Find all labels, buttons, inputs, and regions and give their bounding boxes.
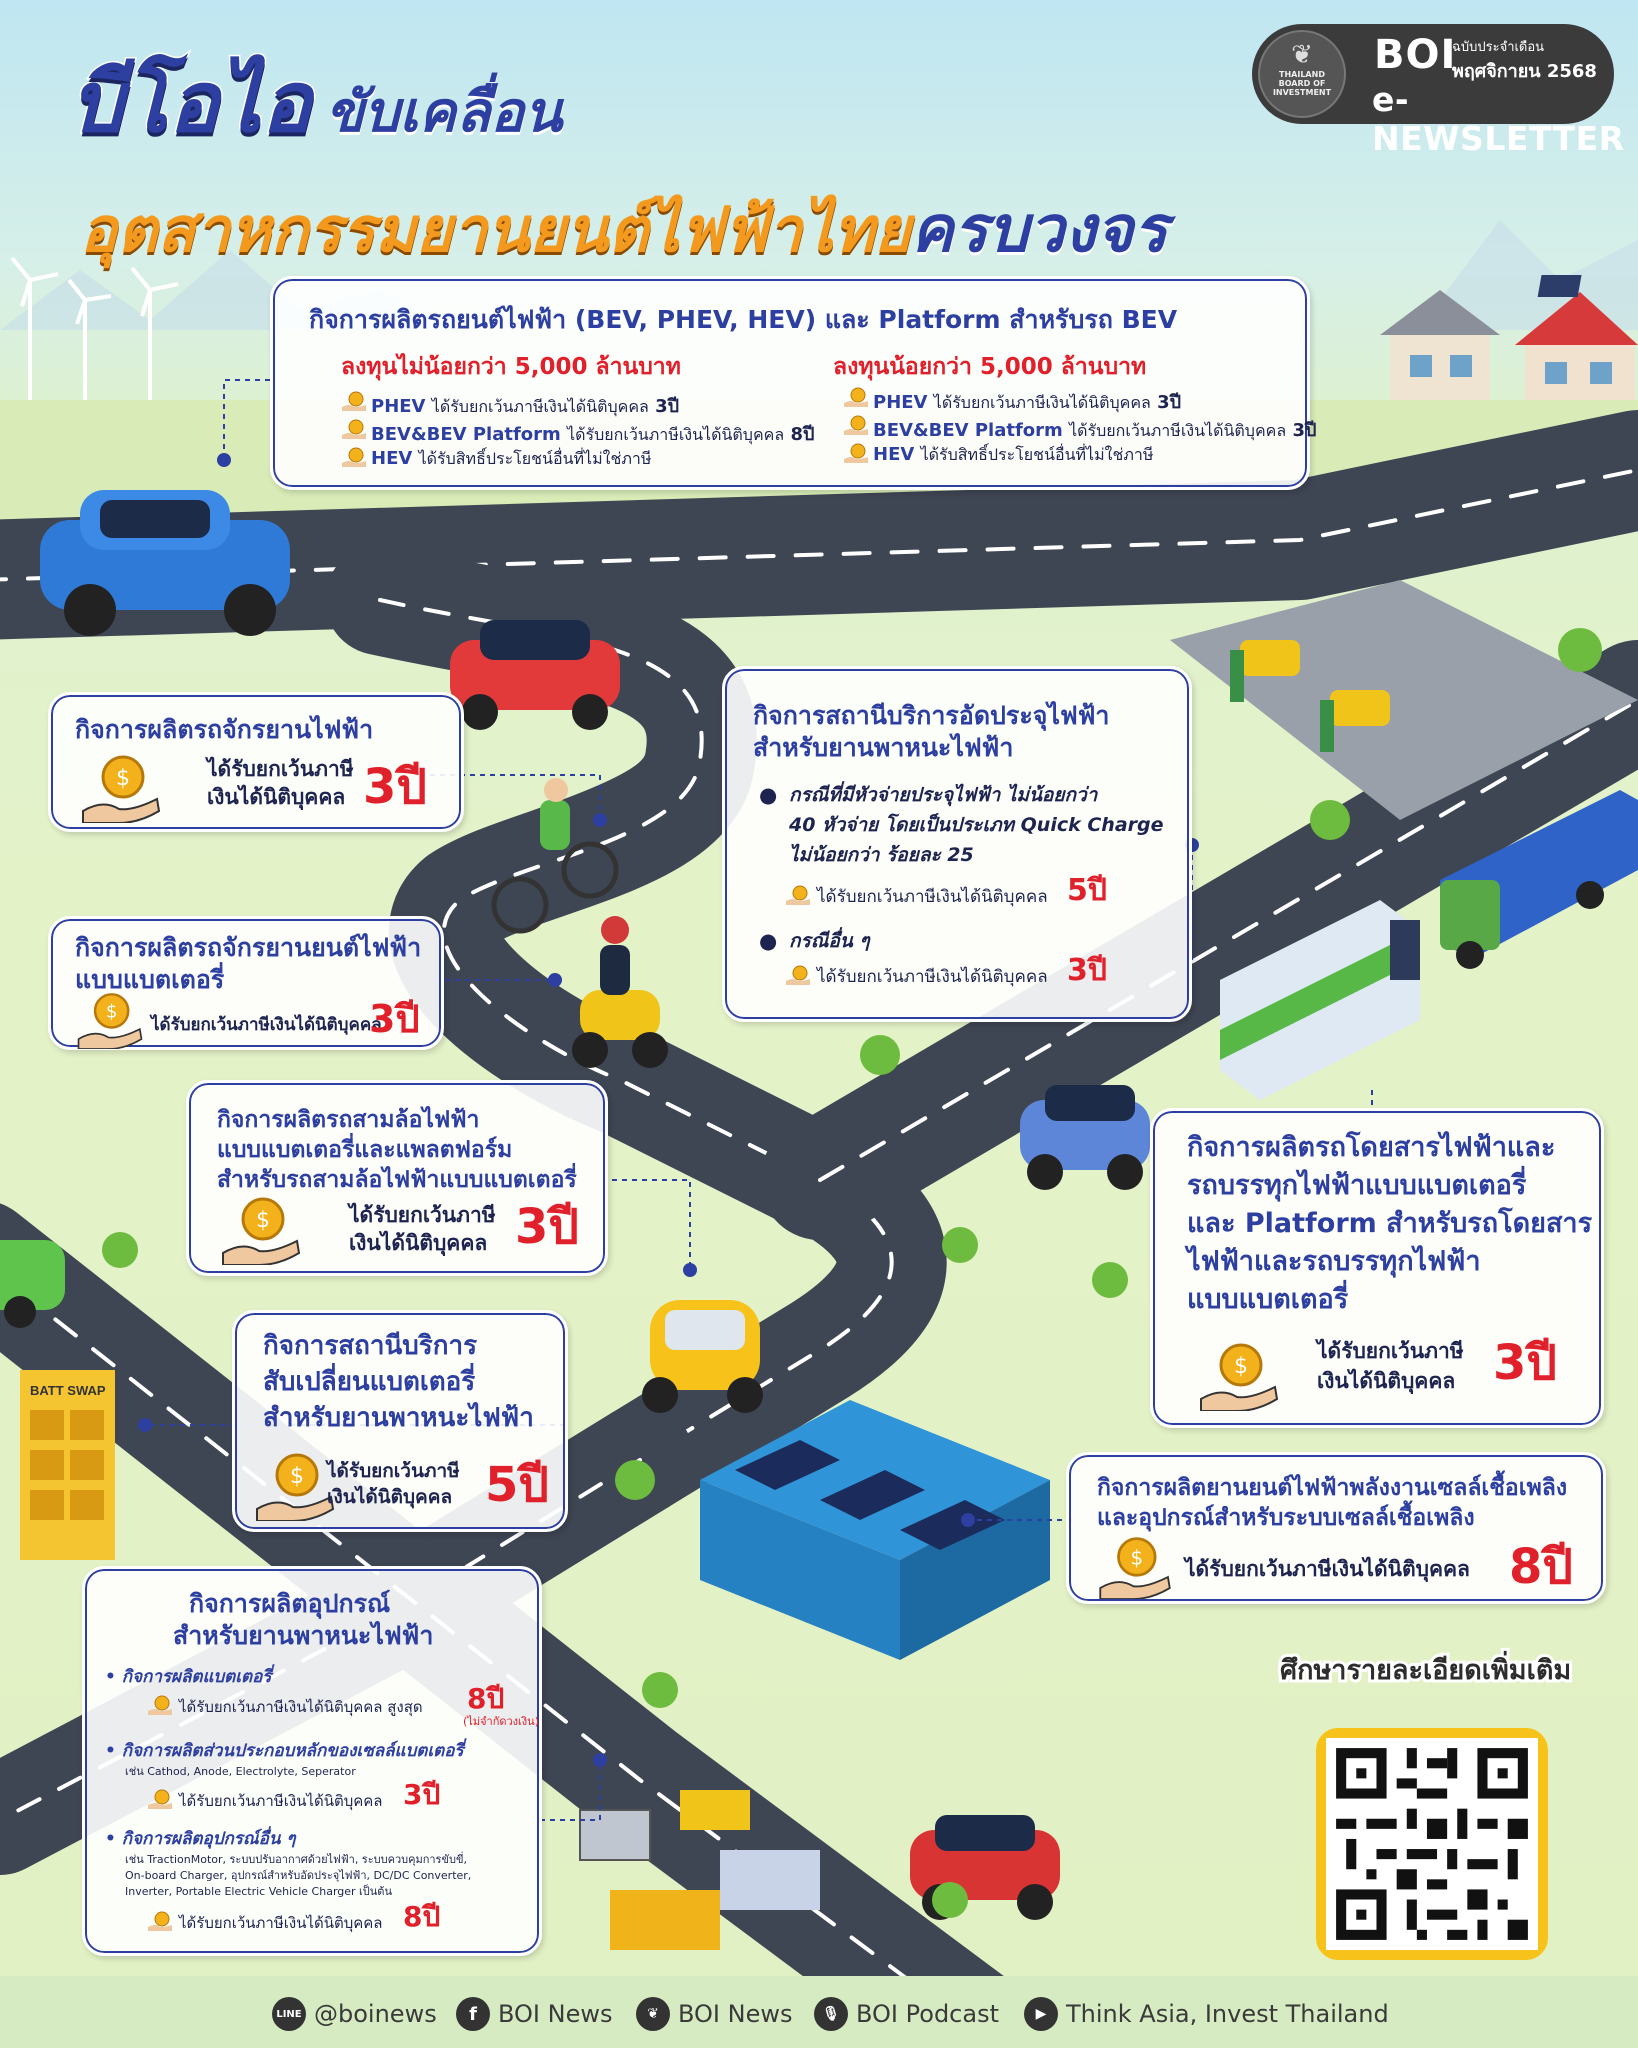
- card-fuelcell-title1: กิจการผลิตยานยนต์ไฟฟ้าพลังงานเซลล์เชื้อเพลิง: [1097, 1475, 1568, 1501]
- main-title: [70, 34, 562, 168]
- card-charging-title2: สำหรับยานพาหนะไฟฟ้า: [753, 733, 1014, 762]
- left-bev-text: ได้รับยกเว้นภาษีเงินได้นิติบุคคล: [567, 425, 785, 444]
- card-parts-b2-text: กิจการผลิตส่วนประกอบหลักของเซลล์แบตเตอรี่: [121, 1741, 464, 1761]
- card-charging-bullet2: ●: [759, 929, 778, 953]
- card-parts-b1-note: (ไม่จำกัดวงเงิน): [463, 1715, 539, 1728]
- right-hev-text: ได้รับสิทธิ์ประโยชน์อื่นที่ไม่ใช่ภาษี: [920, 445, 1154, 464]
- right-phev-name: PHEV: [873, 392, 928, 413]
- boi-logo: [1258, 30, 1346, 118]
- card-parts-b3-benefit: ได้รับยกเว้นภาษีเงินได้นิติบุคคล: [179, 1914, 383, 1932]
- right-phev-text: ได้รับยกเว้นภาษีเงินได้นิติบุคคล: [933, 393, 1151, 412]
- card-parts-b1: • กิจการผลิตแบตเตอรี่: [105, 1667, 272, 1687]
- card-battery-swap-title2: สับเปลี่ยนแบตเตอรี่: [263, 1367, 476, 1397]
- coin-hand-icon: [785, 965, 811, 987]
- left-bev-name: BEV&BEV Platform: [371, 424, 561, 445]
- footer: [0, 1976, 1638, 2048]
- left-phev-name: PHEV: [371, 396, 426, 417]
- card-bus-title3: และ Platform สำหรับรถโดยสาร: [1187, 1208, 1593, 1239]
- hand-coin-icon: [1199, 1341, 1279, 1411]
- card-e-bicycle-years: 3ปี: [363, 759, 427, 815]
- card-charging-case2: กรณีอื่น ๆ: [789, 930, 870, 952]
- footer-news-text: BOI News: [678, 2000, 793, 2028]
- more-info-label: ศึกษารายละเอียดเพิ่มเติม: [1280, 1655, 1572, 1686]
- right-investment-head: ลงทุนน้อยกว่า 5,000 ล้านบาท: [833, 354, 1147, 380]
- line-icon: LINE: [272, 1997, 306, 2031]
- hand-coin-icon: [221, 1195, 301, 1265]
- card-parts-b1-benefit: ได้รับยกเว้นภาษีเงินได้นิติบุคคล สูงสุด: [179, 1698, 423, 1716]
- red-car-bottom: [910, 1815, 1060, 1920]
- card-charging-title1: กิจการสถานีบริการอัดประจุไฟฟ้า: [753, 701, 1110, 730]
- logo-org-line2: BOARD OF: [1278, 79, 1326, 88]
- subtitle-complete: ครบวงจร: [910, 193, 1168, 267]
- left-bev: [371, 419, 814, 448]
- card-parts-b3-ex3: Inverter, Portable Electric Vehicle Charger เป็นต้น: [125, 1885, 392, 1898]
- subtitle-industry: อุตสาหกรรมยานยนต์ไฟฟ้าไทย: [80, 193, 911, 266]
- left-phev: [371, 391, 679, 420]
- battery-swap-kiosk: [20, 1370, 115, 1560]
- svg-text:$: $: [1130, 1545, 1144, 1570]
- blue-car-right: [1020, 1085, 1150, 1190]
- card-e-bicycle: [48, 692, 464, 832]
- card-e-bicycle-title: กิจการผลิตรถจักรยานไฟฟ้า: [75, 715, 374, 744]
- card-ev-parts: [82, 1566, 542, 1956]
- card-bus-years: 3ปี: [1493, 1335, 1557, 1391]
- logo-org-line3: INVESTMENT: [1272, 88, 1332, 97]
- card-parts-title1: กิจการผลิตอุปกรณ์: [189, 1589, 391, 1618]
- card-parts-b3: • กิจการผลิตอุปกรณ์อื่น ๆ: [105, 1829, 296, 1849]
- card-e-bicycle-line1: ได้รับยกเว้นภาษี: [207, 757, 354, 781]
- hand-coin-icon: [1097, 1535, 1173, 1599]
- footer-podcast-text: BOI Podcast: [856, 2000, 999, 2028]
- enewsletter-label: e-NEWSLETTER: [1372, 80, 1625, 158]
- hand-coin-icon: [75, 991, 145, 1049]
- card-battery-swap-line1: ได้รับยกเว้นภาษี: [327, 1460, 460, 1482]
- card-parts-b2-example: เช่น Cathod, Anode, Electrolyte, Seperator: [125, 1765, 356, 1778]
- card-ev-car: [270, 276, 1317, 490]
- card-e-tuktuk-title2: แบบแบตเตอรี่และแพลตฟอร์ม: [217, 1137, 513, 1163]
- coin-hand-icon: [147, 1789, 173, 1811]
- batt-swap-label: BATT SWAP: [30, 1383, 106, 1398]
- svg-text:$: $: [290, 1464, 304, 1489]
- card-parts-b3-ex2: On-board Charger, อุปกรณ์สำหรับอัดประจุไฟฟ้า, DC/DC Converter,: [125, 1869, 472, 1882]
- card-charging-case1-l1: กรณีที่มีหัวจ่ายประจุไฟฟ้า ไม่น้อยกว่า: [789, 784, 1098, 806]
- card-fuelcell-years: 8ปี: [1509, 1539, 1573, 1595]
- card-e-tuktuk-title3: สำหรับรถสามล้อไฟฟ้าแบบแบตเตอรี่: [217, 1167, 577, 1193]
- right-phev: [873, 387, 1181, 416]
- facebook-icon: f: [456, 1997, 490, 2031]
- footer-facebook[interactable]: [456, 1996, 613, 2032]
- card-battery-swap-line2: เงินได้นิติบุคคล: [327, 1486, 453, 1508]
- qr-code[interactable]: [1316, 1728, 1548, 1960]
- left-bev-years: 8ปี: [790, 424, 815, 445]
- card-bus-title5: แบบแบตเตอรี่: [1187, 1284, 1349, 1315]
- right-hev-name: HEV: [873, 444, 915, 465]
- card-charging-bullet1: ●: [759, 783, 778, 807]
- boi-enewsletter-badge: [1252, 24, 1625, 158]
- card-fuelcell-title2: และอุปกรณ์สำหรับระบบเซลล์เชื้อเพลิง: [1097, 1505, 1475, 1531]
- card-e-tuktuk-line2: เงินได้นิติบุคคล: [349, 1231, 488, 1255]
- coin-hand-icon: [341, 419, 367, 441]
- card-battery-swap: [232, 1310, 568, 1532]
- coin-hand-icon: [843, 387, 869, 409]
- footer-line-text: @boinews: [314, 2000, 437, 2028]
- card-charging-case1-years: 5ปี: [1067, 873, 1107, 908]
- card-fuel-cell: [1066, 1452, 1606, 1604]
- card-bus-title1: กิจการผลิตรถโดยสารไฟฟ้าและ: [1187, 1132, 1556, 1163]
- footer-line[interactable]: [272, 1996, 437, 2032]
- podcast-icon: 🎙: [814, 1997, 848, 2031]
- card-bus-line2: เงินได้นิติบุคคล: [1317, 1369, 1456, 1393]
- card-e-tuktuk-years: 3ปี: [515, 1199, 579, 1255]
- footer-boi-news[interactable]: [636, 1996, 793, 2032]
- left-hev-text: ได้รับสิทธิ์ประโยชน์อื่นที่ไม่ใช่ภาษี: [418, 449, 652, 468]
- card-e-bus-truck: [1150, 1108, 1604, 1428]
- card-e-tuktuk-line1: ได้รับยกเว้นภาษี: [349, 1203, 496, 1227]
- card-charging-case1-benefit: ได้รับยกเว้นภาษีเงินได้นิติบุคคล: [817, 887, 1048, 907]
- svg-text:$: $: [105, 1001, 118, 1023]
- coin-hand-icon: [147, 1911, 173, 1933]
- card-ev-car-title: กิจการผลิตรถยนต์ไฟฟ้า (BEV, PHEV, HEV) และ Platform สำหรับรถ BEV: [309, 305, 1178, 334]
- card-parts-b2-years: 3ปี: [403, 1778, 441, 1811]
- title-boi: บีโอไอ: [70, 53, 312, 151]
- card-e-motorcycle-title1: กิจการผลิตรถจักรยานยนต์ไฟฟ้า: [75, 933, 422, 962]
- card-charging-case2-years: 3ปี: [1067, 953, 1107, 988]
- hand-coin-icon: [255, 1451, 335, 1521]
- card-e-motorcycle: [48, 916, 444, 1050]
- boi-emblem-icon: ❦: [1291, 40, 1313, 70]
- right-hev: [873, 443, 1153, 468]
- card-charging-case2-benefit: ได้รับยกเว้นภาษีเงินได้นิติบุคคล: [817, 967, 1048, 987]
- issue-label: ฉบับประจำเดือน: [1452, 40, 1545, 55]
- left-phev-text: ได้รับยกเว้นภาษีเงินได้นิติบุคคล: [431, 397, 649, 416]
- coin-hand-icon: [785, 885, 811, 907]
- title-drive: ขับเคลื่อน: [325, 80, 563, 145]
- card-parts-b3-text: กิจการผลิตอุปกรณ์อื่น ๆ: [121, 1829, 296, 1849]
- card-charging-case1-l3: ไม่น้อยกว่า ร้อยละ 25: [789, 844, 974, 866]
- footer-youtube[interactable]: [1024, 1996, 1389, 2032]
- left-investment-head: ลงทุนไม่น้อยกว่า 5,000 ล้านบาท: [341, 354, 681, 380]
- youtube-icon: ▶: [1024, 1997, 1058, 2031]
- card-battery-swap-title3: สำหรับยานพาหนะไฟฟ้า: [263, 1403, 534, 1433]
- left-hev: [371, 447, 651, 472]
- card-battery-swap-title1: กิจการสถานีบริการ: [263, 1331, 478, 1361]
- coin-hand-icon: [843, 443, 869, 465]
- card-bus-title2: รถบรรทุกไฟฟ้าแบบแบตเตอรี่: [1187, 1170, 1527, 1201]
- svg-text:$: $: [1234, 1354, 1248, 1379]
- svg-text:$: $: [116, 766, 130, 791]
- card-parts-title2: สำหรับยานพาหนะไฟฟ้า: [173, 1621, 434, 1650]
- card-parts-b2: • กิจการผลิตส่วนประกอบหลักของเซลล์แบตเตอรี่: [105, 1741, 464, 1761]
- card-e-bicycle-line2: เงินได้นิติบุคคล: [207, 785, 346, 809]
- card-e-tuktuk: [186, 1080, 608, 1276]
- logo-org-line1: THAILAND: [1279, 70, 1325, 79]
- left-hev-name: HEV: [371, 448, 413, 469]
- card-e-motorcycle-line: ได้รับยกเว้นภาษีเงินได้นิติบุคคล: [151, 1015, 382, 1035]
- subtitle: [80, 178, 1168, 280]
- svg-text:$: $: [256, 1208, 270, 1233]
- card-parts-b3-ex1: เช่น TractionMotor, ระบบปรับอากาศด้วยไฟฟ้า, ระบบควบคุมการขับขี่,: [125, 1853, 467, 1866]
- card-battery-swap-years: 5ปี: [485, 1457, 549, 1513]
- card-bus-title4: ไฟฟ้าและรถบรรทุกไฟฟ้า: [1187, 1246, 1481, 1277]
- right-bev-years: 3ปี: [1292, 420, 1317, 441]
- right-bev-name: BEV&BEV Platform: [873, 420, 1063, 441]
- issue-date: พฤศจิกายน 2568: [1452, 61, 1597, 82]
- footer-youtube-text: Think Asia, Invest Thailand: [1066, 2000, 1389, 2028]
- logo-boi: BOI: [1374, 32, 1457, 78]
- card-parts-b2-benefit: ได้รับยกเว้นภาษีเงินได้นิติบุคคล: [179, 1792, 383, 1810]
- left-phev-years: 3ปี: [655, 396, 680, 417]
- card-parts-b3-years: 8ปี: [403, 1900, 441, 1933]
- card-fuelcell-line: ได้รับยกเว้นภาษีเงินได้นิติบุคคล: [1185, 1557, 1470, 1581]
- right-phev-years: 3ปี: [1157, 392, 1182, 413]
- coin-hand-icon: [341, 391, 367, 413]
- card-e-tuktuk-title1: กิจการผลิตรถสามล้อไฟฟ้า: [217, 1107, 480, 1133]
- boi-logo-icon: ❦: [636, 1997, 670, 2031]
- coin-hand-icon: [843, 415, 869, 437]
- coin-hand-icon: [341, 447, 367, 469]
- footer-podcast[interactable]: [814, 1996, 999, 2032]
- footer-facebook-text: BOI News: [498, 2000, 613, 2028]
- card-bus-line1: ได้รับยกเว้นภาษี: [1317, 1339, 1464, 1363]
- card-e-motorcycle-title2: แบบแบตเตอรี่: [75, 965, 225, 994]
- card-parts-b1-text: กิจการผลิตแบตเตอรี่: [121, 1667, 272, 1687]
- card-e-motorcycle-years: 3ปี: [369, 997, 420, 1041]
- card-charging-case1-l2: 40 หัวจ่าย โดยเป็นประเภท Quick Charge: [789, 814, 1164, 836]
- hand-coin-icon: [81, 753, 161, 823]
- qr-code-icon: [1326, 1738, 1538, 1950]
- right-bev: [873, 415, 1316, 444]
- coin-hand-icon: [147, 1695, 173, 1717]
- right-bev-text: ได้รับยกเว้นภาษีเงินได้นิติบุคคล: [1069, 421, 1287, 440]
- card-charging-station: [722, 666, 1192, 1022]
- card-parts-b1-years: 8ปี: [467, 1682, 505, 1715]
